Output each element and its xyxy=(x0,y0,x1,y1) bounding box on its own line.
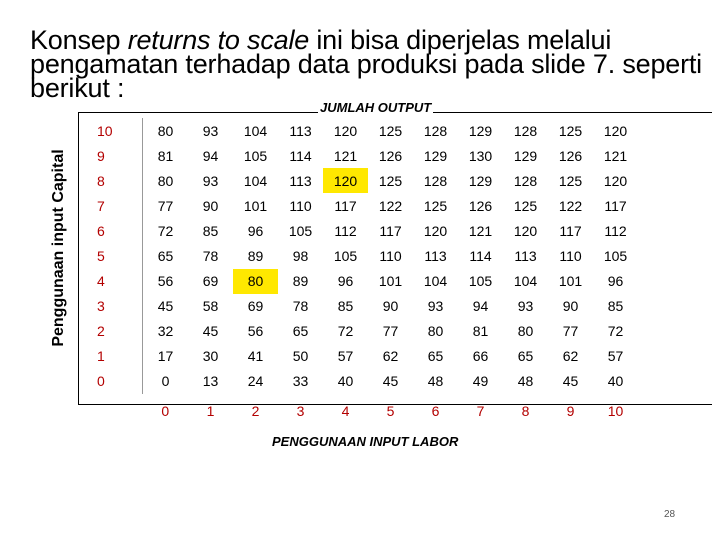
output-cell: 94 xyxy=(472,298,489,315)
page-number: 28 xyxy=(664,509,676,520)
output-cell: 57 xyxy=(607,348,624,365)
table-row xyxy=(92,243,638,268)
output-cell: 114 xyxy=(289,147,312,164)
output-cell: 45 xyxy=(382,373,399,390)
capital-value: 2 xyxy=(92,319,143,344)
output-cell: 129 xyxy=(423,147,448,164)
output-cell: 45 xyxy=(562,373,579,390)
output-cell: 77 xyxy=(562,323,579,340)
labor-value: 8 xyxy=(521,402,530,419)
output-cell: 126 xyxy=(558,147,583,164)
output-cell: 120 xyxy=(333,122,358,139)
table-row xyxy=(92,143,638,168)
output-cell: 129 xyxy=(468,122,493,139)
output-cell: 65 xyxy=(292,323,309,340)
output-cell: 125 xyxy=(378,172,403,189)
production-table-body xyxy=(92,118,638,423)
output-cell: 129 xyxy=(468,172,493,189)
output-cell: 48 xyxy=(427,373,444,390)
output-cell: 90 xyxy=(382,298,399,315)
output-cell: 66 xyxy=(472,348,489,365)
capital-value: 4 xyxy=(92,269,143,294)
output-cell: 101 xyxy=(558,273,583,290)
labor-value: 0 xyxy=(161,402,170,419)
table-row xyxy=(92,319,638,344)
output-cell: 90 xyxy=(202,197,219,214)
output-cell: 81 xyxy=(472,323,489,340)
output-cell: 56 xyxy=(157,273,174,290)
title-part-1: Konsep xyxy=(30,25,128,55)
output-cell: 122 xyxy=(378,197,403,214)
output-cell: 117 xyxy=(559,222,582,239)
table-row xyxy=(92,118,638,143)
output-cell: 120 xyxy=(603,122,628,139)
output-header-label: JUMLAH OUTPUT xyxy=(320,100,432,115)
output-cell: 85 xyxy=(202,222,219,239)
output-cell: 112 xyxy=(334,222,357,239)
output-cell: 57 xyxy=(337,348,354,365)
output-cell: 110 xyxy=(559,248,582,265)
labor-value: 3 xyxy=(296,402,305,419)
output-cell: 117 xyxy=(379,222,402,239)
output-cell: 41 xyxy=(247,348,264,365)
labor-axis-row xyxy=(92,394,638,423)
output-cell: 80 xyxy=(427,323,444,340)
output-cell: 121 xyxy=(468,222,493,239)
output-cell: 50 xyxy=(292,348,309,365)
output-cell: 40 xyxy=(607,373,624,390)
output-cell: 13 xyxy=(202,373,219,390)
output-cell: 128 xyxy=(423,122,448,139)
labor-value: 7 xyxy=(476,402,485,419)
output-cell: 113 xyxy=(289,122,312,139)
capital-value: 6 xyxy=(92,218,143,243)
output-cell: 110 xyxy=(379,248,402,265)
capital-value: 3 xyxy=(92,294,143,319)
output-cell: 125 xyxy=(378,122,403,139)
output-cell: 120 xyxy=(513,222,538,239)
labor-value: 5 xyxy=(386,402,395,419)
output-cell: 128 xyxy=(513,172,538,189)
axis-corner xyxy=(92,394,143,423)
output-cell: 130 xyxy=(468,147,493,164)
table-row xyxy=(92,344,638,369)
table-frame-left xyxy=(78,112,79,404)
output-cell: 62 xyxy=(382,348,399,365)
capital-value: 5 xyxy=(92,243,143,268)
title-part-2: ini bisa diperjelas melalui pengamatan terhadap data produksi pada slide 7. seperti berikut : xyxy=(30,25,702,103)
output-cell: 104 xyxy=(513,273,538,290)
output-cell: 129 xyxy=(513,147,538,164)
output-cell: 56 xyxy=(247,323,264,340)
output-cell: 96 xyxy=(607,273,624,290)
output-cell: 117 xyxy=(334,197,357,214)
output-cell: 72 xyxy=(607,323,624,340)
output-cell: 65 xyxy=(427,348,444,365)
output-cell: 128 xyxy=(513,122,538,139)
y-axis-label: Penggunaan input Capital xyxy=(50,149,67,347)
output-cell: 125 xyxy=(423,197,448,214)
output-cell: 32 xyxy=(157,323,174,340)
labor-value: 10 xyxy=(607,402,624,419)
capital-value: 10 xyxy=(92,118,143,143)
output-cell: 98 xyxy=(292,248,309,265)
output-cell: 0 xyxy=(161,373,170,390)
output-cell: 90 xyxy=(562,298,579,315)
table-row xyxy=(92,369,638,394)
output-cell: 120 xyxy=(603,172,628,189)
output-cell: 96 xyxy=(337,273,354,290)
output-cell: 93 xyxy=(427,298,444,315)
capital-value: 1 xyxy=(92,344,143,369)
output-cell: 105 xyxy=(288,222,313,239)
output-cell: 125 xyxy=(558,172,583,189)
output-cell: 101 xyxy=(378,273,403,290)
output-cell: 113 xyxy=(514,248,537,265)
labor-value: 1 xyxy=(206,402,215,419)
output-cell: 69 xyxy=(247,298,264,315)
output-cell: 105 xyxy=(333,248,358,265)
output-cell: 24 xyxy=(247,373,264,390)
labor-value: 6 xyxy=(431,402,440,419)
output-cell: 101 xyxy=(243,197,268,214)
table-row xyxy=(92,168,638,193)
output-cell: 128 xyxy=(423,172,448,189)
output-cell: 113 xyxy=(424,248,447,265)
output-cell: 80 xyxy=(157,172,174,189)
output-cell: 89 xyxy=(247,248,264,265)
output-cell: 80 xyxy=(233,269,278,294)
output-cell: 104 xyxy=(243,172,268,189)
table-row xyxy=(92,269,638,294)
output-cell: 40 xyxy=(337,373,354,390)
table-row xyxy=(92,218,638,243)
output-cell: 80 xyxy=(157,122,174,139)
capital-value: 0 xyxy=(92,369,143,394)
capital-value: 9 xyxy=(92,143,143,168)
output-cell: 30 xyxy=(202,348,219,365)
output-cell: 65 xyxy=(157,248,174,265)
output-cell: 120 xyxy=(423,222,448,239)
output-cell: 112 xyxy=(604,222,627,239)
output-cell: 58 xyxy=(202,298,219,315)
slide-title xyxy=(30,25,710,103)
x-axis-label: PENGGUNAAN INPUT LABOR xyxy=(272,434,459,449)
output-cell: 126 xyxy=(468,197,493,214)
output-cell: 121 xyxy=(603,147,628,164)
output-cell: 33 xyxy=(292,373,309,390)
output-cell: 117 xyxy=(604,197,627,214)
output-cell: 45 xyxy=(157,298,174,315)
output-cell: 120 xyxy=(323,168,368,193)
production-table xyxy=(92,118,638,423)
title-italic-term: returns to scale xyxy=(127,25,310,55)
output-cell: 104 xyxy=(243,122,268,139)
output-cell: 104 xyxy=(423,273,448,290)
output-cell: 113 xyxy=(289,172,312,189)
output-cell: 105 xyxy=(243,147,268,164)
output-cell: 72 xyxy=(337,323,354,340)
output-cell: 125 xyxy=(513,197,538,214)
output-cell: 69 xyxy=(202,273,219,290)
labor-value: 4 xyxy=(341,402,350,419)
output-cell: 80 xyxy=(517,323,534,340)
output-cell: 77 xyxy=(157,197,174,214)
output-cell: 125 xyxy=(558,122,583,139)
output-cell: 49 xyxy=(472,373,489,390)
output-cell: 17 xyxy=(157,348,174,365)
output-cell: 78 xyxy=(202,248,219,265)
labor-value: 9 xyxy=(566,402,575,419)
output-cell: 85 xyxy=(607,298,624,315)
labor-value: 2 xyxy=(251,402,260,419)
output-cell: 93 xyxy=(517,298,534,315)
output-cell: 65 xyxy=(517,348,534,365)
output-cell: 78 xyxy=(292,298,309,315)
table-row xyxy=(92,193,638,218)
output-cell: 105 xyxy=(468,273,493,290)
output-cell: 126 xyxy=(378,147,403,164)
table-row xyxy=(92,294,638,319)
output-cell: 94 xyxy=(202,147,219,164)
output-cell: 89 xyxy=(292,273,309,290)
output-cell: 93 xyxy=(202,172,219,189)
output-cell: 105 xyxy=(603,248,628,265)
output-cell: 93 xyxy=(202,122,219,139)
output-cell: 72 xyxy=(157,222,174,239)
output-cell: 110 xyxy=(289,197,312,214)
output-cell: 114 xyxy=(469,248,492,265)
output-cell: 48 xyxy=(517,373,534,390)
capital-value: 7 xyxy=(92,193,143,218)
output-cell: 122 xyxy=(558,197,583,214)
output-cell: 62 xyxy=(562,348,579,365)
capital-value: 8 xyxy=(92,168,143,193)
output-cell: 85 xyxy=(337,298,354,315)
output-cell: 77 xyxy=(382,323,399,340)
output-cell: 81 xyxy=(157,147,174,164)
output-cell: 96 xyxy=(247,222,264,239)
output-cell: 45 xyxy=(202,323,219,340)
output-cell: 121 xyxy=(333,147,358,164)
